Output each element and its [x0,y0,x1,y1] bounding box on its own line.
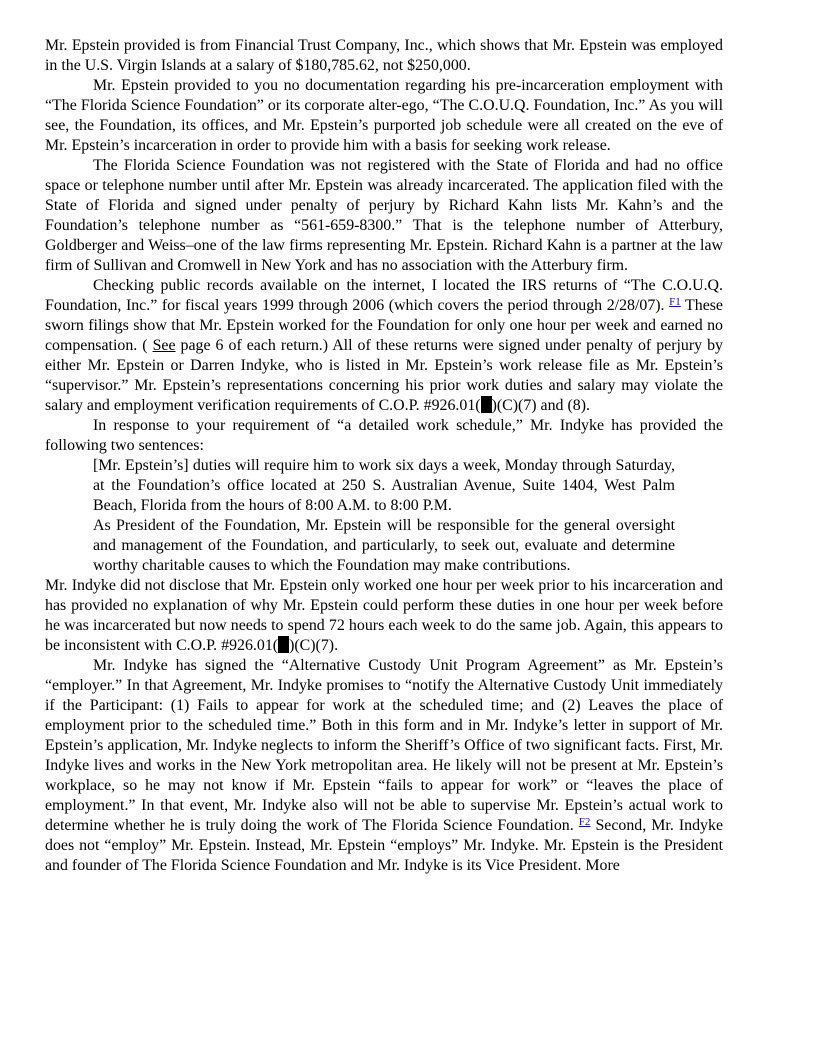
blockquote-president-role: As President of the Foundation, Mr. Epstein will be responsible for the general oversight and management of the Foundation, and particularly, to seek out, evaluate and determine worthy charitable causes to which the Foundation may make contributions. [93,517,675,574]
irs-text-1: Checking public records available on the internet, I located the IRS returns of “The C.O.U.Q. Foundation, Inc.” for fiscal years 1999 through 2006 (which covers the period through 2/28/07). [45,277,723,314]
footnote-link-f1[interactable]: F1 [669,296,681,308]
agreement-text-2: Second, Mr. Indyke does not “employ” Mr. Epstein. Instead, Mr. Epstein “employs” Mr. Indyke. Mr. Epstein is the President and founder of The Florida Science Foundation and Mr. Indyke is its Vice President. More [45,817,723,874]
irs-text-3: page 6 of each return.) All of these returns were signed under penalty of perjury by either Mr. Epstein or Darren Indyke, who is listed in Mr. Epstein’s work release file as Mr. Epstein’s “supervisor.” Mr. Epstein’s representations concerning his prior work duties and salary may violate the salary and employment verification requirements of C.O.P. #926.01( [45,337,723,414]
see-reference: See [152,337,176,354]
blockquote-duties: [Mr. Epstein’s] duties will require him to work six days a week, Monday through Saturday, at the Foundation’s office located at 250 S. Australian Avenue, Suite 1404, West Palm Beach, Florida from the hours of 8:00 A.M. to 8:00 P.M. [93,457,675,514]
paragraph-irs-returns [45,276,723,416]
redaction-block [278,636,289,653]
disclosure-text-2: )(C)(7). [289,637,339,654]
irs-text-2: These sworn filings show that Mr. Epstein worked for the Foundation for only one hour per week and earned no compensation. ( [45,297,723,354]
paragraph-foundation-documentation: Mr. Epstein provided to you no documentation regarding his pre-incarceration employment with “The Florida Science Foundation” or its corporate alter-ego, “The C.O.U.Q. Foundation, Inc.” As you will see, the Foundation, its offices, and Mr. Epstein’s purported job schedule were all created on the eve of Mr. Epstein’s incarceration in order to provide him with a basis for seeking work release. [45,77,723,154]
redaction-block [481,396,492,413]
disclosure-text-1: Mr. Indyke did not disclose that Mr. Epstein only worked one hour per week prior to his incarceration and has provided no explanation of why Mr. Epstein could perform these duties in one hour per week before he was incarcerated but now needs to spend 72 hours each week to do the same job. Again, this appears to be inconsistent with C.O.P. #926.01( [45,577,723,654]
paragraph-work-schedule-intro: In response to your requirement of “a detailed work schedule,” Mr. Indyke has provided the following two sentences: [45,417,723,454]
paragraph-foundation-registration: The Florida Science Foundation was not registered with the State of Florida and had no office space or telephone number until after Mr. Epstein was already incarcerated. The application filed with the State of Florida and signed under penalty of perjury by Richard Kahn lists Mr. Kahn’s and the Foundation’s telephone number as “561-659-8300.” That is the telephone number of Atterbury, Goldberger and Weiss–one of the law firms representing Mr. Epstein. Richard Kahn is a partner at the law firm of Sullivan and Cromwell in New York and has no association with the Atterbury firm. [45,157,723,274]
paragraph-indyke-disclosure [45,576,723,656]
document-page [45,36,723,876]
footnote-link-f2[interactable]: F2 [578,816,591,828]
agreement-text-1: Mr. Indyke has signed the “Alternative Custody Unit Program Agreement” as Mr. Epstein’s “employer.” In that Agreement, Mr. Indyke promises to “notify the Alternative Custody Unit immediately if the Participant: (1) Fails to appear for work at the scheduled time; and (2) Leaves the place of employment prior to the scheduled time.” Both in this form and in Mr. Indyke’s letter in support of Mr. Epstein’s application, Mr. Indyke neglects to inform the Sheriff’s Office of two significant facts. First, Mr. Indyke lives and works in the New York metropolitan area. He likely will not be present at Mr. Epstein’s workplace, so he may not know if Mr. Epstein “fails to appear for work” or “leaves the place of employment.” In that event, Mr. Indyke also will not be able to supervise Mr. Epstein’s actual work to determine whether he is truly doing the work of The Florida Science Foundation. [45,657,723,834]
paragraph-custody-agreement [45,656,723,876]
paragraph-financial-trust: Mr. Epstein provided is from Financial Trust Company, Inc., which shows that Mr. Epstein was employed in the U.S. Virgin Islands at a salary of $180,785.62, not $250,000. [45,37,723,74]
irs-text-4: )(C)(7) and (8). [491,397,590,414]
